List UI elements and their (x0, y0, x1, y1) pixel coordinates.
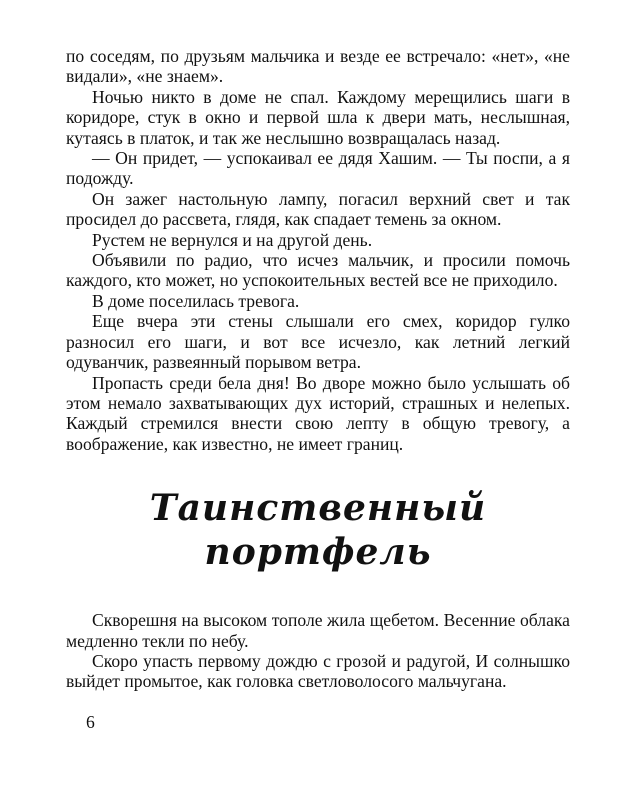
paragraph: Рустем не вернулся и на другой день. (92, 229, 373, 250)
paragraph: Объявили по радио, что исчез мальчик, и просили помочь каждого, кто может, но успокоительных вестей все не приходило. (66, 250, 570, 291)
new-chapter-text (66, 610, 570, 692)
chapter-end-text (66, 46, 570, 454)
paragraph: Скоро упасть первому дождю с грозой и радугой, И солнышко выйдет промытое, как головка светловолосого мальчугана. (66, 650, 570, 692)
paragraph: Еще вчера эти стены слышали его смех, коридор гулко разносил его шаги, и вот все исчезло, как летний легкий одуванчик, развеянный порывом ветра. (66, 311, 570, 373)
paragraph: Ночью никто в доме не спал. Каждому мерещились шаги в коридоре, стук в окно и первой шла к двери мать, неслышная, кутаясь в платок, и так же неслышно возвращалась назад. (66, 86, 570, 148)
paragraph: Пропасть среди бела дня! Во дворе можно было услышать об этом немало захватывающих дух историй, страшных и нелепых. Каждый стремился внести свою лепту в общую тревогу, а воображение, как известно, не имеет границ. (66, 372, 570, 454)
paragraph: Он зажег настольную лампу, погасил верхний свет и так просидел до рассвета, глядя, как спадает темень за окном. (66, 188, 570, 230)
chapter-title: Таинственный портфель (149, 487, 487, 574)
dialogue-paragraph: — Он придет, — успокаивал ее дядя Хашим. — Ты поспи, а я подожду. (66, 148, 570, 189)
paragraph: Скворешня на высоком тополе жила щебетом. Весенние облака медленно текли по небу. (66, 610, 570, 651)
paragraph: по соседям, по друзьям мальчика и везде ее встречало: «нет», «не видали», «не знаем». (66, 46, 570, 87)
book-page (66, 46, 570, 692)
paragraph: В доме поселилась тревога. (92, 290, 300, 311)
page-number: 6 (86, 712, 95, 732)
